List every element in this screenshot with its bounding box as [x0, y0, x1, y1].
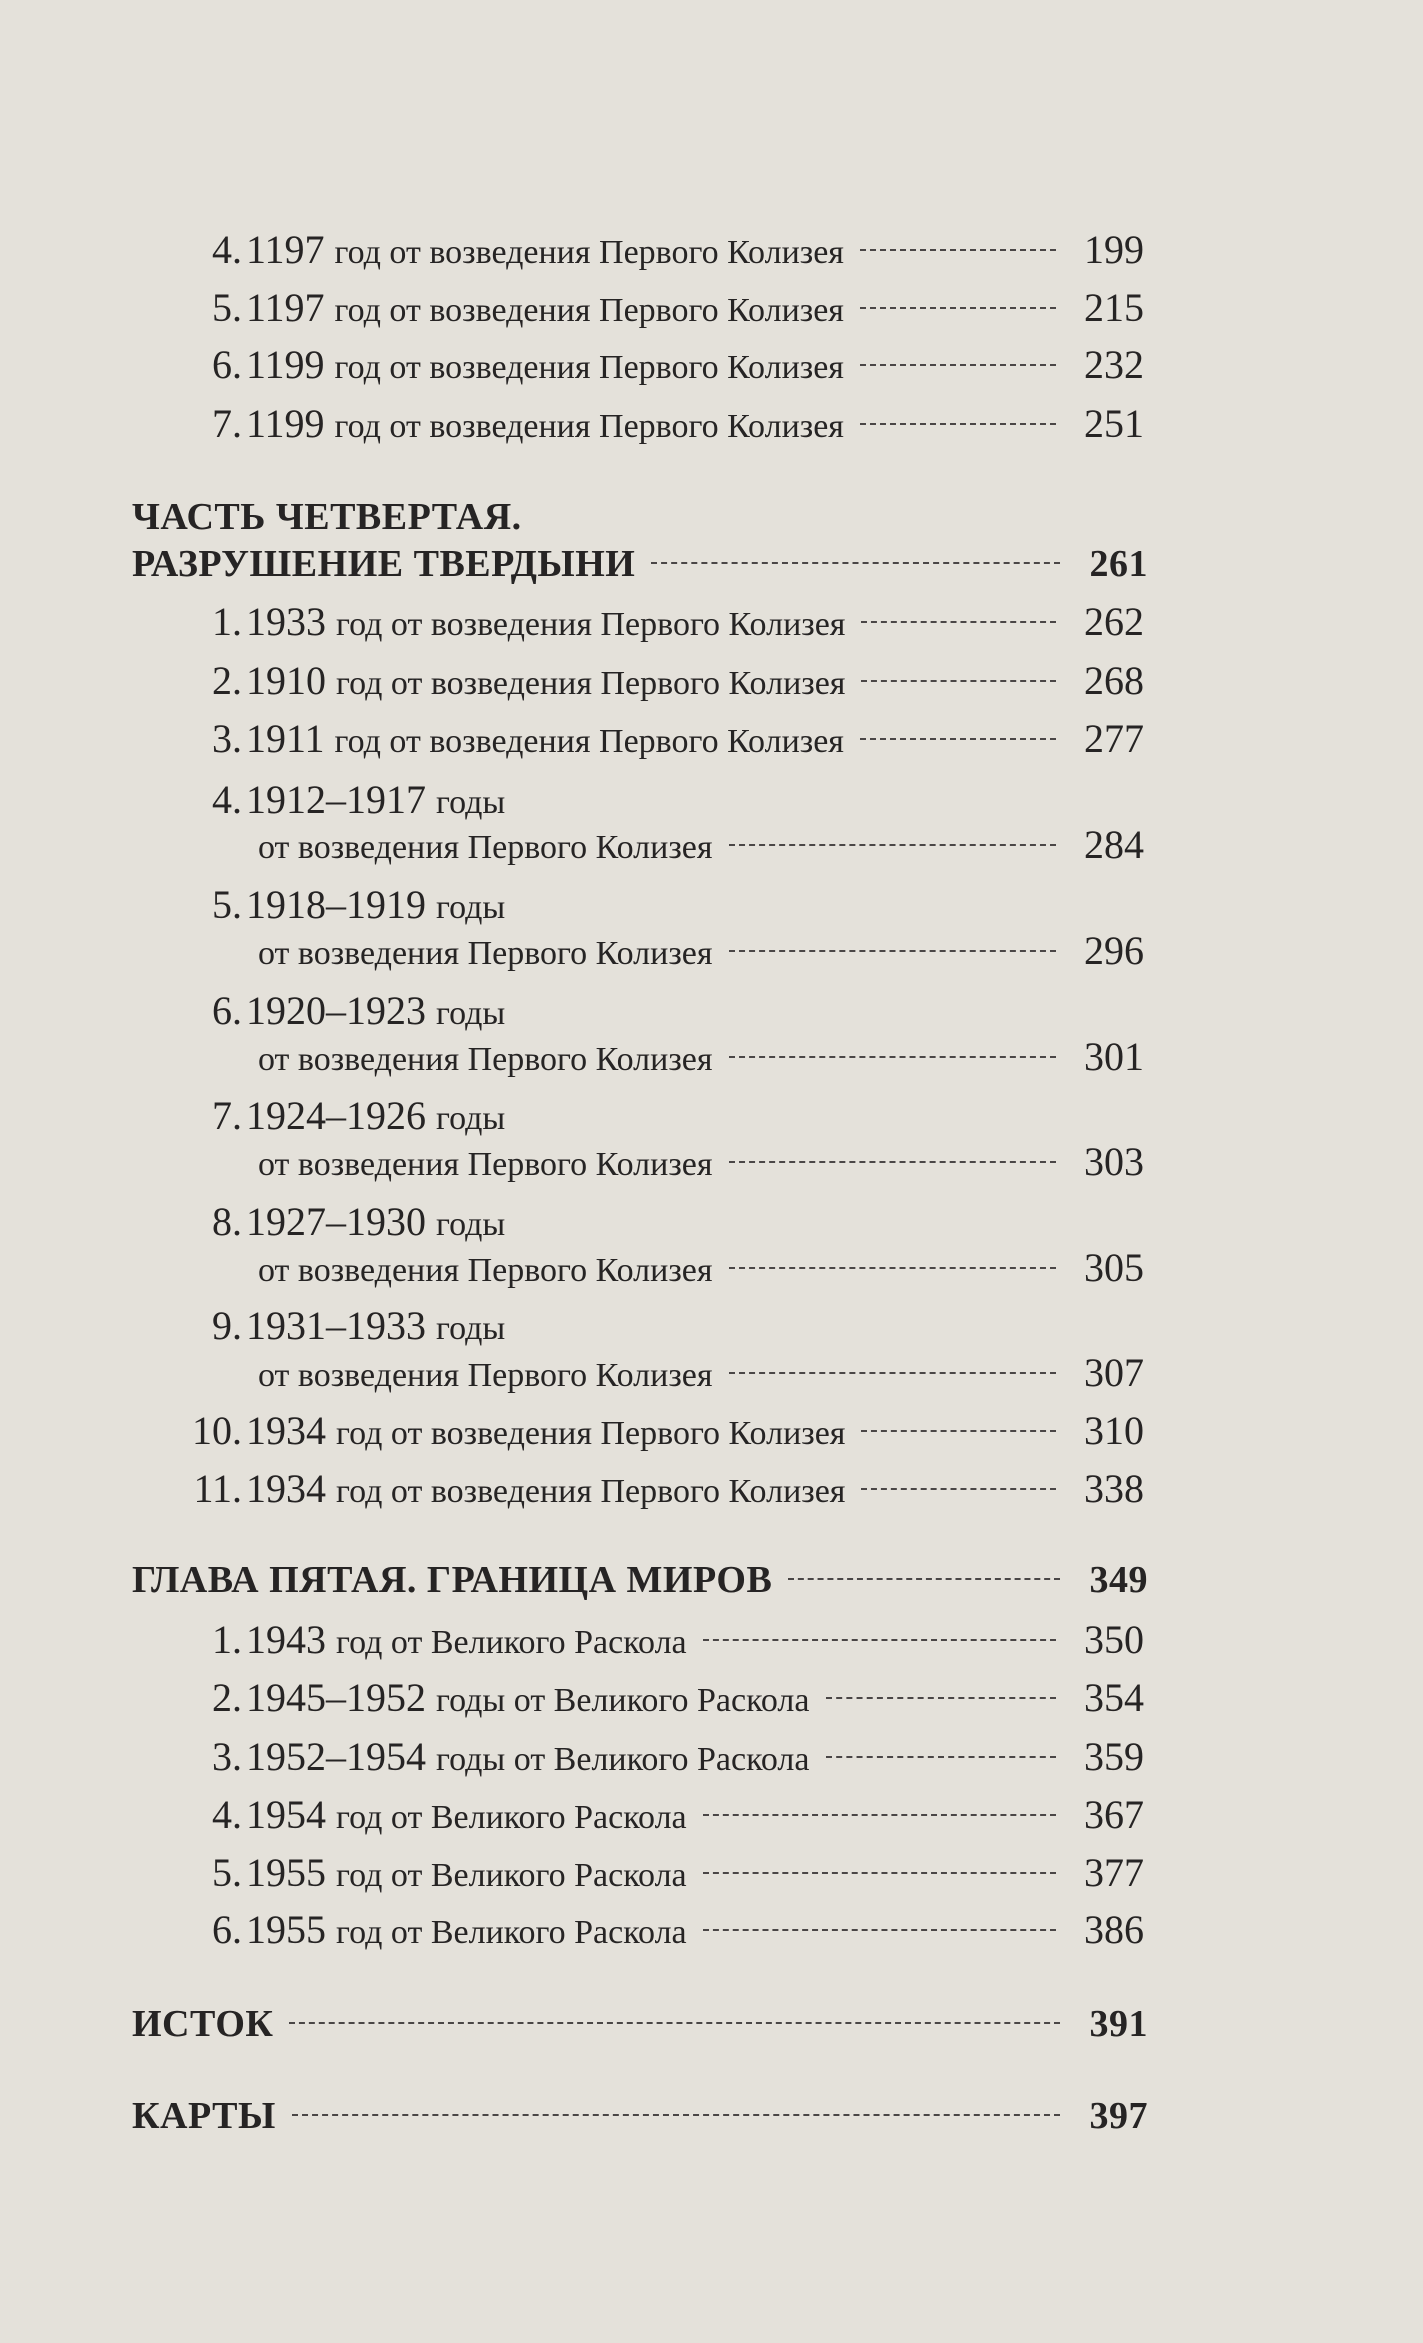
- dotted-leader: [703, 1872, 1056, 1874]
- entry-number: 5.: [212, 285, 242, 331]
- entry-body: [246, 226, 1144, 273]
- toc-entry[interactable]: [0, 1901, 1423, 1959]
- entry-text: годы: [436, 1099, 506, 1137]
- entry-body: [258, 1244, 1144, 1291]
- toc-entry[interactable]: [0, 651, 1423, 709]
- heading-title: КАРТЫ: [132, 2095, 276, 2138]
- dotted-leader: [860, 307, 1056, 309]
- entry-year: 1199: [246, 342, 325, 388]
- heading-title: ГЛАВА ПЯТАЯ. ГРАНИЦА МИРОВ: [132, 1558, 773, 1601]
- entry-text: годы: [436, 888, 506, 926]
- entry-year: 1934: [246, 1407, 326, 1453]
- heading-body: [132, 2002, 1148, 2046]
- entry-year: 1912–1917: [246, 777, 426, 823]
- entry-number: 6.: [212, 342, 242, 388]
- entry-page: 215: [1084, 285, 1144, 331]
- toc-entry[interactable]: [0, 279, 1423, 337]
- entry-number: 2.: [212, 657, 242, 703]
- toc-entry[interactable]: [0, 394, 1423, 452]
- entry-page: 305: [1084, 1245, 1144, 1290]
- entry-page: 262: [1084, 599, 1144, 645]
- entry-page: 296: [1084, 928, 1144, 974]
- entry-title: [246, 1906, 687, 1953]
- entry-title: [246, 400, 844, 447]
- entry-text: год от возведения Первого Колизея: [334, 722, 844, 760]
- toc-entry[interactable]: [0, 1611, 1423, 1669]
- entry-year: 1955: [246, 1907, 326, 1953]
- entry-year: 1945–1952: [246, 1675, 426, 1721]
- dotted-leader: [826, 1697, 1057, 1699]
- entry-page: 307: [1084, 1349, 1144, 1395]
- entry-year: 1955: [246, 1850, 326, 1896]
- entry-text: год от возведения Первого Колизея: [334, 349, 844, 387]
- entry-page: 367: [1084, 1792, 1144, 1838]
- dotted-leader: [703, 1814, 1056, 1816]
- toc-entry-continuation[interactable]: [0, 1028, 1423, 1086]
- entry-text: год от Великого Раскола: [336, 1914, 687, 1952]
- dotted-leader: [860, 738, 1056, 740]
- entry-text: год от возведения Первого Колизея: [336, 606, 846, 644]
- entry-year: 1197: [246, 227, 325, 273]
- entry-number: 6.: [212, 1907, 242, 1953]
- entry-text: год от возведения Первого Колизея: [336, 664, 846, 702]
- entry-body: [258, 1349, 1144, 1396]
- toc-entry-continuation[interactable]: [0, 922, 1423, 980]
- entry-year: 1918–1919: [246, 881, 426, 927]
- entry-number: 4.: [212, 777, 242, 823]
- entry-body: [246, 598, 1144, 645]
- source-heading[interactable]: [0, 1995, 1423, 2053]
- dotted-leader: [289, 2022, 1060, 2024]
- entry-year: 1197: [246, 285, 325, 331]
- heading-title: ИСТОК: [132, 2002, 274, 2045]
- entry-number: 4.: [212, 1792, 242, 1838]
- entry-title: [246, 1791, 687, 1838]
- entry-text: год от возведения Первого Колизея: [334, 292, 844, 330]
- heading-page: 391: [1089, 2002, 1148, 2045]
- entry-title: [246, 1465, 845, 1512]
- entry-body: [246, 284, 1144, 331]
- entry-text-line2: от возведения Первого Колизея: [258, 1145, 713, 1183]
- entry-text-line2: от возведения Первого Колизея: [258, 935, 713, 973]
- toc-entry[interactable]: [0, 336, 1423, 394]
- entry-body: [246, 1906, 1144, 1953]
- entry-year: 1931–1933: [246, 1303, 426, 1349]
- entry-body: [246, 1407, 1144, 1454]
- dotted-leader: [703, 1639, 1056, 1641]
- entry-page: 354: [1084, 1675, 1144, 1721]
- entry-text-line2: от возведения Первого Колизея: [258, 829, 713, 866]
- entry-text-line2: от возведения Первого Колизея: [258, 1041, 713, 1079]
- heading-body: [132, 2094, 1148, 2138]
- entry-text: год от Великого Раскола: [336, 1624, 687, 1662]
- entry-number: 10.: [192, 1407, 242, 1453]
- entry-year: 1910: [246, 657, 326, 703]
- entry-title: [246, 715, 844, 762]
- dotted-leader: [651, 562, 1060, 564]
- toc-entry[interactable]: [0, 593, 1423, 651]
- entry-year: 1924–1926: [246, 1092, 426, 1138]
- dotted-leader: [860, 423, 1056, 425]
- dotted-leader: [861, 680, 1056, 682]
- entry-year: 1943: [246, 1617, 326, 1663]
- entry-title: [246, 1407, 845, 1454]
- entry-number: 7.: [212, 400, 242, 446]
- dotted-leader: [861, 1488, 1056, 1490]
- entry-body: [246, 1849, 1144, 1896]
- entry-title: [246, 284, 844, 331]
- entry-text: годы от Великого Раскола: [436, 1740, 810, 1778]
- entry-page: 251: [1084, 400, 1144, 446]
- entry-body: [246, 1616, 1144, 1663]
- entry-text: годы: [436, 784, 506, 822]
- dotted-leader: [703, 1929, 1056, 1931]
- entry-page: 310: [1084, 1407, 1144, 1453]
- entry-page: 199: [1084, 227, 1144, 273]
- dotted-leader: [729, 950, 1056, 952]
- entry-body: [258, 1138, 1144, 1185]
- dotted-leader: [860, 249, 1056, 251]
- entry-number: 5.: [212, 1850, 242, 1896]
- heading-page: 349: [1089, 1558, 1148, 1601]
- dotted-leader: [729, 1056, 1056, 1058]
- toc-entry-continuation[interactable]: [0, 1239, 1423, 1297]
- entry-page: 350: [1084, 1617, 1144, 1663]
- entry-title: [246, 1674, 810, 1721]
- entry-text: год от Великого Раскола: [336, 1857, 687, 1895]
- entry-text-line2: от возведения Первого Колизея: [258, 1252, 713, 1289]
- entry-body: [246, 1674, 1144, 1721]
- entry-text: годы: [436, 1310, 506, 1348]
- heading-body: [132, 542, 1148, 586]
- entry-number: 3.: [212, 1733, 242, 1779]
- heading-title: ЧАСТЬ ЧЕТВЕРТАЯ.: [132, 496, 522, 539]
- dotted-leader: [788, 1578, 1060, 1580]
- chapter-five-heading[interactable]: [0, 1551, 1423, 1609]
- entry-body: [246, 715, 1144, 762]
- entry-title: [246, 598, 845, 645]
- entry-number: 11.: [193, 1466, 242, 1512]
- entry-number: 5.: [212, 881, 242, 927]
- entry-year: 1952–1954: [246, 1733, 426, 1779]
- entry-page: 232: [1084, 342, 1144, 388]
- entry-year: 1933: [246, 599, 326, 645]
- toc-entry[interactable]: [0, 1669, 1423, 1727]
- toc-entry[interactable]: [0, 221, 1423, 279]
- entry-text-line2: от возведения Первого Колизея: [258, 1356, 713, 1394]
- entry-number: 6.: [212, 987, 242, 1033]
- entry-number: 1.: [212, 1617, 242, 1663]
- dotted-leader: [861, 621, 1056, 623]
- entry-year: 1934: [246, 1466, 326, 1512]
- entry-title: [246, 1733, 810, 1780]
- entry-year: 1911: [246, 715, 325, 761]
- toc-entry-continuation[interactable]: [0, 1132, 1423, 1190]
- entry-text: годы от Великого Раскола: [436, 1682, 810, 1720]
- toc-entry[interactable]: [0, 709, 1423, 767]
- toc-entry-continuation[interactable]: [0, 816, 1423, 874]
- entry-number: 2.: [212, 1675, 242, 1721]
- heading-body: [132, 495, 1148, 539]
- entry-body: [246, 657, 1144, 704]
- entry-text: годы: [436, 994, 506, 1032]
- dotted-leader: [826, 1756, 1057, 1758]
- entry-text: год от возведения Первого Колизея: [334, 234, 844, 272]
- dotted-leader: [292, 2114, 1060, 2116]
- entry-page: 277: [1084, 715, 1144, 761]
- part-four-heading-line2[interactable]: [0, 535, 1423, 593]
- toc-entry[interactable]: [0, 1401, 1423, 1459]
- entry-page: 386: [1084, 1907, 1144, 1953]
- entry-year: 1199: [246, 400, 325, 446]
- dotted-leader: [861, 1430, 1056, 1432]
- dotted-leader: [729, 844, 1056, 846]
- entry-page: 338: [1084, 1466, 1144, 1512]
- entry-number: 1.: [212, 599, 242, 645]
- entry-body: [246, 341, 1144, 388]
- toc-entry[interactable]: [0, 1727, 1423, 1785]
- entry-page: 377: [1084, 1850, 1144, 1896]
- dotted-leader: [729, 1161, 1056, 1163]
- heading-title: РАЗРУШЕНИЕ ТВЕРДЫНИ: [132, 542, 636, 585]
- entry-number: 8.: [212, 1198, 242, 1244]
- entry-body: [246, 1465, 1144, 1512]
- entry-text: год от возведения Первого Колизея: [334, 407, 844, 445]
- entry-body: [246, 400, 1144, 447]
- entry-page: 303: [1084, 1138, 1144, 1184]
- toc-entry[interactable]: [0, 1786, 1423, 1844]
- maps-heading[interactable]: [0, 2087, 1423, 2145]
- toc-entry-continuation[interactable]: [0, 1343, 1423, 1401]
- entry-title: [246, 1616, 687, 1663]
- entry-number: 4.: [212, 227, 242, 273]
- entry-text: год от возведения Первого Колизея: [336, 1473, 846, 1511]
- entry-number: 9.: [212, 1303, 242, 1349]
- toc-entry[interactable]: [0, 1460, 1423, 1518]
- entry-year: 1920–1923: [246, 987, 426, 1033]
- entry-text: годы: [436, 1205, 506, 1243]
- entry-number: 3.: [212, 715, 242, 761]
- entry-year: 1954: [246, 1792, 326, 1838]
- dotted-leader: [860, 364, 1056, 366]
- entry-page: 284: [1084, 822, 1144, 867]
- entry-body: [246, 1791, 1144, 1838]
- heading-body: [132, 1558, 1148, 1602]
- entry-body: [258, 821, 1144, 868]
- entry-text: год от возведения Первого Колизея: [336, 1414, 846, 1452]
- entry-title: [246, 1849, 687, 1896]
- entry-title: [246, 341, 844, 388]
- entry-body: [258, 1033, 1144, 1080]
- dotted-leader: [729, 1372, 1056, 1374]
- entry-body: [246, 1733, 1144, 1780]
- entry-number: 7.: [212, 1092, 242, 1138]
- entry-page: 301: [1084, 1034, 1144, 1080]
- heading-page: 397: [1089, 2095, 1148, 2138]
- entry-title: [246, 226, 844, 273]
- entry-text: год от Великого Раскола: [336, 1799, 687, 1837]
- heading-page: 261: [1089, 542, 1148, 585]
- entry-page: 268: [1084, 657, 1144, 703]
- entry-title: [246, 657, 845, 704]
- entry-year: 1927–1930: [246, 1198, 426, 1244]
- entry-body: [258, 927, 1144, 974]
- dotted-leader: [729, 1267, 1056, 1269]
- toc-entry[interactable]: [0, 1844, 1423, 1902]
- entry-page: 359: [1084, 1733, 1144, 1779]
